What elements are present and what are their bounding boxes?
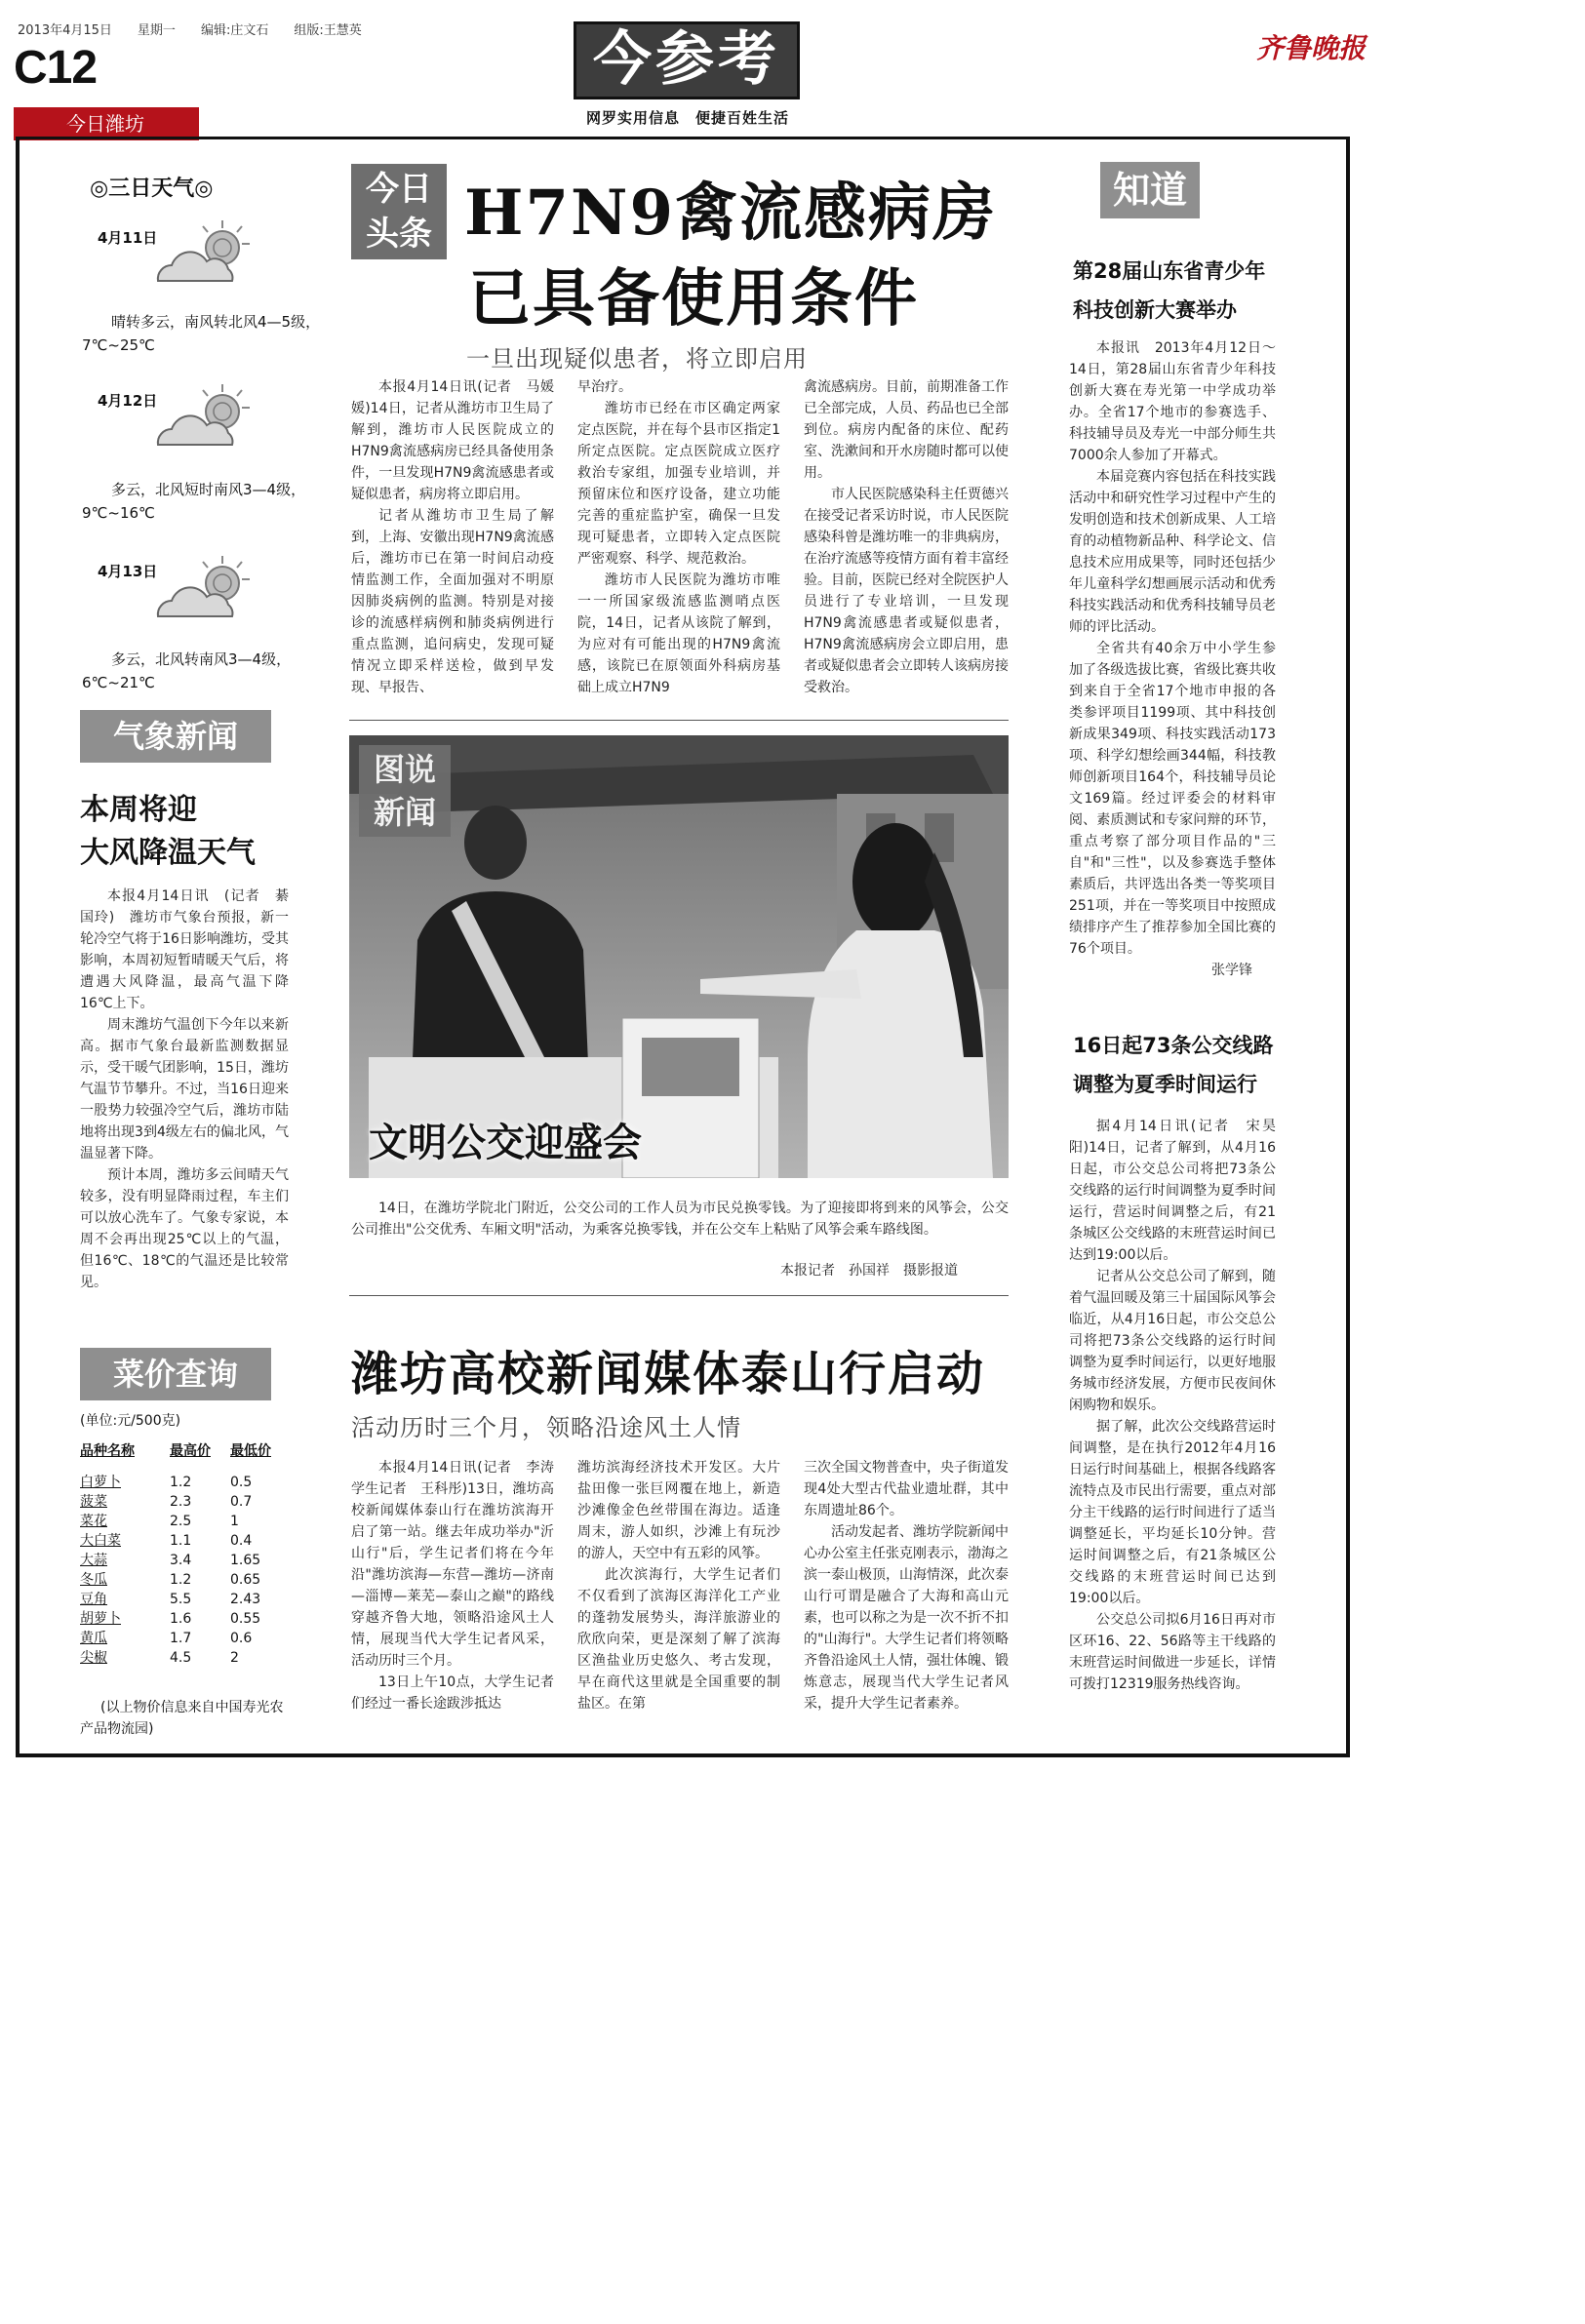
veg-max: 1.6 <box>170 1611 192 1627</box>
header-layout: 组版:王慧英 <box>294 23 362 38</box>
lead-title-1: H7N9禽流感病房 <box>464 177 998 250</box>
veg-min: 2.43 <box>230 1592 261 1607</box>
masthead-subtitle: 网罗实用信息 便捷百姓生活 <box>585 109 789 127</box>
partly-cloudy-icon <box>146 217 263 295</box>
table-row <box>80 1590 277 1609</box>
table-row <box>80 1512 277 1531</box>
veg-max: 1.2 <box>170 1572 192 1588</box>
media-tour-para: 活动发起者、潍坊学院新闻中心办公室主任张克刚表示，渤海之滨一泰山极顶，山海情深，此次泰山行可谓是融合了大海和高山元素，也可以称之为是一次不折不扣的"山海行"。大学生记者们将领略齐鲁沿途风土人情，强壮体魄、锻炼意志，展现当代大学生记者风采，提升大学生记者素养。 <box>804 1524 1009 1712</box>
weather-day-2-text: 多云，北风短时南风3—4级，9℃~16℃ <box>82 481 306 522</box>
lead-para: 本报4月14日讯(记者 马媛媛)14日，记者从潍坊市卫生局了解到，潍坊市人民医院成立的H7N9禽流感病房已经具备使用条件，一旦发现H7N9禽流感患者或疑似患者，病房将立即启用。 <box>351 379 554 502</box>
weather-day-1-date: 4月11日 <box>98 229 158 247</box>
media-tour-para: 13日上午10点，大学生记者们经过一番长途跋涉抵达 <box>351 1674 554 1712</box>
lead-badge: 今日头条 <box>351 164 447 259</box>
lead-para: 记者从潍坊市卫生局了解到，上海、安徽出现H7N9禽流感后，潍坊市已在第一时间启动疫情监测工作，全面加强对不明原因肺炎病例的监测。特别是对接诊的流感样病例和肺炎病例进行重点监测，追问病史，发现可疑情况立即采样送检，做到早发现、早报告、 <box>351 508 554 695</box>
lead-para: 市人民医院感染科主任贾德兴在接受记者采访时说，市人民医院感染科曾是潍坊唯一的非典病房，在治疗流感等疫情方面有着丰富经验。目前，医院已经对全院医护人员进行了专业培训，一旦发现H7N9禽流感患者或疑似患者，H7N9禽流感病房会立即启用，患者或疑似患者会立即转人该病房接受救治。 <box>804 487 1009 695</box>
weather-title: ◎三日天气◎ <box>90 177 214 201</box>
table-row <box>80 1609 277 1629</box>
header-editor: 编辑:庄文石 <box>200 23 269 38</box>
media-tour-col-1 <box>351 1457 568 1714</box>
zhidao-label: 知道 <box>1100 162 1200 218</box>
story2-para: 据4月14日讯(记者 宋昊阳)14日，记者了解到，从4月16日起，市公交总公司将把73条公交线路的运行时间调整为夏季时间运行，营运时间调整之后，有21条城区公交线路的末班营运时间已达到19:00以后。 <box>1069 1119 1276 1263</box>
lead-para: 潍坊市人民医院为潍坊市唯一一所国家级流感监测哨点医院，14日，记者从该院了解到，为应对有可能出现的H7N9禽流感，该院已在原领面外科病房基础上成立H7N9 <box>577 572 780 695</box>
story2-title-2: 调整为夏季时间运行 <box>1073 1073 1257 1096</box>
table-row <box>80 1648 277 1668</box>
weather-news-body <box>80 886 289 1293</box>
story2-body <box>1069 1116 1276 1695</box>
story1-title-1: 第28届山东省青少年 <box>1073 259 1266 283</box>
veg-name: 白萝卜 <box>80 1475 121 1490</box>
weather-day-1-text: 晴转多云，南风转北风4—5级，7℃~25℃ <box>82 313 321 354</box>
partly-cloudy-icon <box>146 552 263 630</box>
veg-max: 1.2 <box>170 1475 192 1490</box>
veg-min: 0.4 <box>230 1533 253 1549</box>
section-tab: 今日潍坊 <box>14 107 199 140</box>
veg-price-source: (以上物价信息来自中国寿光农产品物流园) <box>80 1700 284 1737</box>
partly-cloudy-icon <box>146 380 263 458</box>
media-tour-para: 三次全国文物普查中，央子街道发现4处大型古代盐业遗址群，其中东周遗址86个。 <box>804 1460 1009 1518</box>
lead-col-3 <box>804 376 1009 698</box>
header-meta <box>18 20 362 38</box>
table-row <box>80 1531 277 1551</box>
veg-name: 黄瓜 <box>80 1631 107 1646</box>
header-weekday: 星期一 <box>137 23 176 38</box>
table-header-row <box>80 1441 277 1461</box>
media-tour-subtitle: 活动历时三个月，领略沿途风土人情 <box>351 1414 741 1441</box>
story2-para: 公交总公司拟6月16日再对市区环16、22、56路等主干线路的末班营运时间做进一步延长，详情可拨打12319服务热线咨询。 <box>1069 1612 1276 1692</box>
veg-max: 2.3 <box>170 1494 192 1510</box>
table-row <box>80 1570 277 1590</box>
veg-name: 豆角 <box>80 1592 107 1607</box>
veg-price-table <box>80 1441 277 1668</box>
veg-min: 2 <box>230 1650 239 1666</box>
weather-day-2-date: 4月12日 <box>98 392 158 410</box>
masthead: 今参考 <box>574 21 800 99</box>
lead-para: 潍坊市已经在市区确定两家定点医院，并在每个县市区指定1所定点医院。定点医院成立医疗救治专家组，加强专业培训，并预留床位和医疗设备，建立功能完善的重症监护室，确保一旦发现可疑患者，立即转入定点医院严密观察、科学、规范救治。 <box>577 401 780 567</box>
weather-day-3-date: 4月13日 <box>98 563 158 580</box>
veg-min: 0.55 <box>230 1611 261 1627</box>
veg-name: 菜花 <box>80 1514 107 1529</box>
veg-name: 胡萝卜 <box>80 1611 121 1627</box>
lead-title-2: 已具备使用条件 <box>468 262 919 335</box>
table-row <box>80 1629 277 1648</box>
table-row <box>80 1551 277 1570</box>
column-header: 品种名称 <box>80 1443 135 1459</box>
newspaper-logo: 齐鲁晚报 <box>1256 32 1367 64</box>
story1-author: 张学锋 <box>1211 963 1252 978</box>
table-row <box>80 1473 277 1492</box>
lead-col-1 <box>351 376 554 698</box>
lead-para: 早治疗。 <box>577 379 632 395</box>
page-number: C12 <box>14 42 98 94</box>
lead-subtitle: 一旦出现疑似患者，将立即启用 <box>466 345 808 373</box>
veg-name: 菠菜 <box>80 1494 107 1510</box>
media-tour-col-2 <box>577 1457 780 1714</box>
header-date: 2013年4月15日 <box>18 23 112 38</box>
veg-min: 0.65 <box>230 1572 261 1588</box>
story2-para: 据了解，此次公交线路营运时间调整，是在执行2012年4月16日运行时间基础上，根据各线路客流特点及市民出行需要，重点对部分主干线路的运行时间进行了适当调整延长，平均延长10分钟。营运时间调整之后，有21条城区公交线路的末班营运时间已达到19:00以后。 <box>1069 1419 1276 1606</box>
veg-max: 5.5 <box>170 1592 192 1607</box>
weather-news-para-2: 周末潍坊气温创下今年以来新高。据市气象台最新监测数据显示，受干暖气团影响，15日，潍坊气温节节攀升。不过，当16日迎来一股势力较强冷空气后，潍坊市陆地将出现3到4级左右的偏北风，气温显著下降。 <box>80 1017 289 1162</box>
veg-name: 冬瓜 <box>80 1572 107 1588</box>
weather-news-headline-2: 大风降温天气 <box>80 836 256 870</box>
veg-name: 尖椒 <box>80 1650 107 1666</box>
story1-para: 全省共有40余万中小学生参加了各级选拔比赛，省级比赛共收到来自于全省17个地市申报的各类参评项目1199项、其中科技创新成果349项、科技实践活动173项、科学幻想绘画344幅，科技教师创新项目164个，科技辅导员论文169篇。经过评委会的材料审阅、素质测试和专家问辩的环节，重点考察了部分项目作品的"三自"和"三性"，以及参赛选手整体素质后，共评选出各类一等奖项目251项，并在一等奖项目中按照成绩排序产生了推荐参加全国比赛的76个项目。 <box>1069 641 1276 957</box>
story1-para: 本报讯 2013年4月12日～14日，第28届山东省青少年科技创新大赛在寿光第一中学成功举办。全省17个地市的参赛选手、科技辅导员及寿光一中部分师生共7000余人参加了开幕式。 <box>1069 340 1276 463</box>
veg-max: 3.4 <box>170 1553 192 1568</box>
table-row <box>80 1492 277 1512</box>
veg-min: 0.5 <box>230 1475 253 1490</box>
story2-para: 记者从公交总公司了解到，随着气温回暖及第三十届国际风筝会临近，从4月16日起，市公交总公司将把73条公交线路的运行时间调整为夏季时间运行，以更好地服务城市经济发展，方便市民夜间休闲购物和娱乐。 <box>1069 1269 1276 1413</box>
weather-news-label: 气象新闻 <box>80 710 271 763</box>
story2-title-1: 16日起73条公交线路 <box>1073 1034 1274 1057</box>
divider <box>349 1295 1009 1296</box>
veg-max: 4.5 <box>170 1650 192 1666</box>
lead-col-2 <box>577 376 780 698</box>
media-tour-para: 本报4月14日讯(记者 李涛 学生记者 王科彤)13日，潍坊高校新闻媒体泰山行在潍坊滨海开启了第一站。继去年成功举办"沂山行"后，学生记者们将在今年沿"潍坊滨海—东营—潍坊—济南—淄博—莱芜—泰山之巅"的路线穿越齐鲁大地，领略沿途风土人情，展现当代大学生记者风采，活动历时三个月。 <box>351 1460 568 1669</box>
veg-price-label: 菜价查询 <box>80 1348 271 1400</box>
veg-max: 1.1 <box>170 1533 192 1549</box>
media-tour-para: 此次滨海行，大学生记者们不仅看到了滨海区海洋化工产业的蓬勃发展势头，海洋旅游业的欣欣向荣，更是深刻了解了滨海区渔盐业历史悠久、考古发现，早在商代这里就是全国重要的制盐区。在第 <box>577 1567 780 1712</box>
weather-news-para-3: 预计本周，潍坊多云间晴天气较多，没有明显降雨过程，车主们可以放心洗车了。气象专家说，本周不会再出现25℃以上的气温，但16℃、18℃的气温还是比较常见。 <box>80 1167 289 1290</box>
story1-title-2: 科技创新大赛举办 <box>1073 298 1237 322</box>
column-header: 最高价 <box>170 1443 211 1459</box>
veg-min: 0.7 <box>230 1494 253 1510</box>
photo-overlay-title: 文明公交迎盛会 <box>369 1121 642 1165</box>
story1-body <box>1069 337 1276 981</box>
story1-para: 本届竞赛内容包括在科技实践活动中和研究性学习过程中产生的发明创造和技术创新成果、人工培育的动植物新品种、科学论文、信息技术应用成果等，同时还包括少年儿童科学幻想画展示活动和优秀科技实践活动和优秀科技辅导员老师的评比活动。 <box>1069 469 1276 635</box>
media-tour-col-3 <box>804 1457 1009 1714</box>
veg-min: 1 <box>230 1514 239 1529</box>
veg-min: 1.65 <box>230 1553 261 1568</box>
weather-news-headline-1: 本周将迎 <box>80 793 197 827</box>
weather-news-para-1: 本报4月14日讯 (记者 綦国玲) 潍坊市气象台预报，新一轮冷空气将于16日影响潍坊，受其影响，本周初短暂晴暖天气后，将遭遇大风降温，最高气温下降16℃上下。 <box>80 888 289 1011</box>
veg-max: 1.7 <box>170 1631 192 1646</box>
lead-para: 禽流感病房。目前，前期准备工作已全部完成，人员、药品也已全部到位。病房内配备的床位、配药室、洗漱间和开水房随时都可以使用。 <box>804 379 1009 481</box>
veg-price-unit: (单位:元/500克) <box>80 1413 181 1429</box>
veg-name: 大蒜 <box>80 1553 107 1568</box>
photo-news-badge: 图说新闻 <box>359 745 451 837</box>
veg-max: 2.5 <box>170 1514 192 1529</box>
veg-min: 0.6 <box>230 1631 253 1646</box>
weather-day-3-text: 多云，北风转南风3—4级，6℃~21℃ <box>82 650 292 691</box>
veg-name: 大白菜 <box>80 1533 121 1549</box>
column-header: 最低价 <box>230 1443 271 1459</box>
divider <box>349 720 1009 721</box>
media-tour-title: 潍坊高校新闻媒体泰山行启动 <box>351 1347 986 1401</box>
media-tour-para: 潍坊滨海经济技术开发区。大片盐田像一张巨网覆在地上，新造沙滩像金色丝带围在海边。适逢周末，游人如织，沙滩上有玩沙的游人，天空中有五彩的风筝。 <box>577 1460 780 1561</box>
photo-credit: 本报记者 孙国祥 摄影报道 <box>780 1263 958 1279</box>
photo-caption: 14日，在潍坊学院北门附近，公交公司的工作人员为市民兑换零钱。为了迎接即将到来的风筝会，公交公司推出"公交优秀、车厢文明"活动，为乘客兑换零钱，并在公交车上粘贴了风筝会乘车路线图。 <box>351 1201 1009 1238</box>
